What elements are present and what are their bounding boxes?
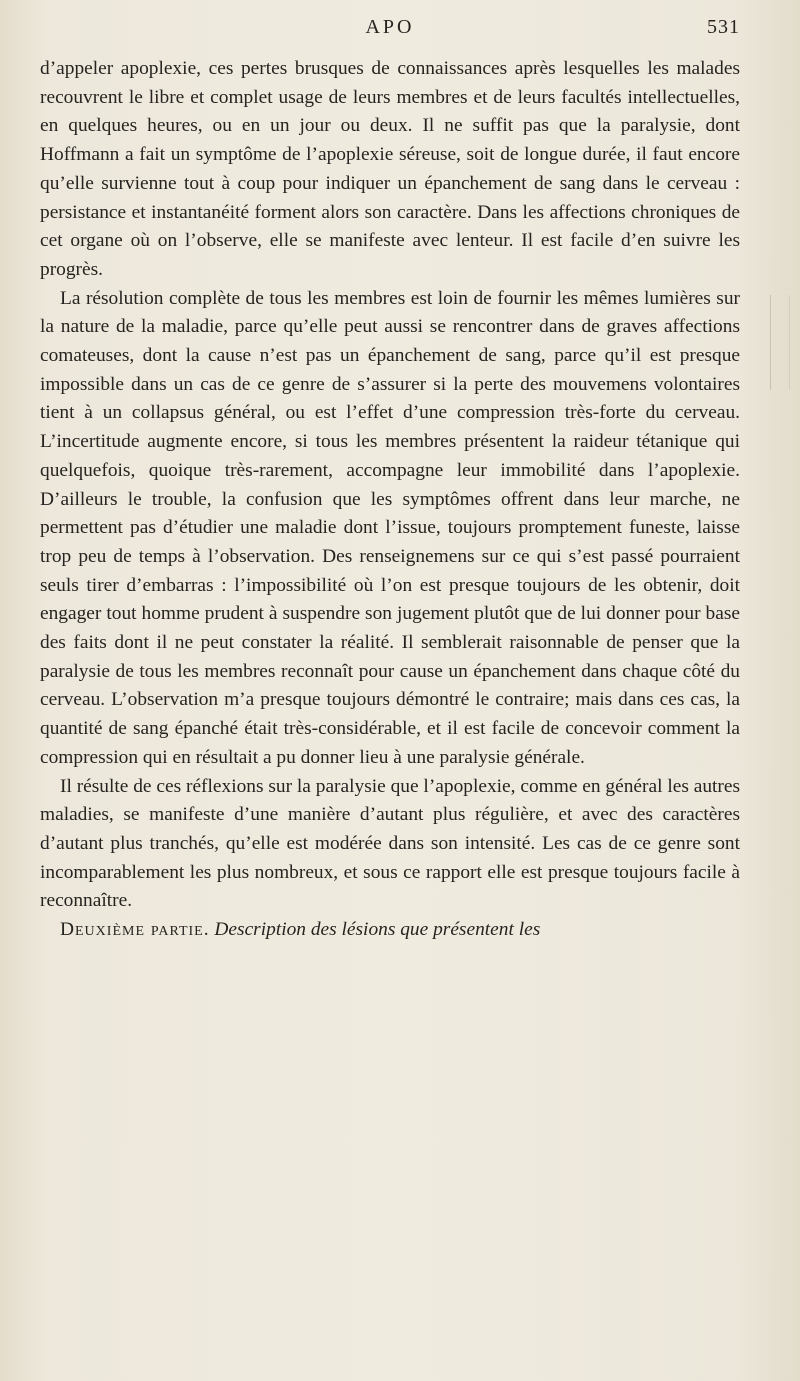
section-heading bbox=[40, 916, 740, 945]
paragraph-1: d’appeler apoplexie, ces pertes brusques de connaissances après lesquelles les malades recouvrent le libre et complet usage de leurs membres et de leurs facultés intellectuelles, en quelques heures, ou en un jour ou deux. Il ne suffit pas que la paralysie, dont Hoffmann a fait un symptôme de l’apoplexie séreuse, soit de longue durée, il faut encore qu’elle survienne tout à coup pour indiquer un épanchement de sang dans le cerveau : persistance et instantanéité forment alors son caractère. Dans les affections chroniques de cet organe où on l’observe, elle se manifeste avec lenteur. Il est facile d’en suivre les progrès. bbox=[40, 58, 740, 280]
page-number: 531 bbox=[707, 16, 740, 38]
body-text bbox=[40, 55, 740, 945]
running-title: APO bbox=[365, 16, 415, 38]
margin-mark bbox=[770, 295, 790, 390]
running-header bbox=[40, 16, 740, 44]
paragraph-2: La résolution complète de tous les membres est loin de fournir les mêmes lumières sur la nature de la maladie, parce qu’elle peut aussi se rencontrer dans de graves affections comateuses, dont la cause n’est pas un épanchement de sang, parce qu’il est presque impossible dans un cas de ce genre de s’assurer si la perte des mouvemens volontaires tient à un collapsus général, ou est l’effet d’une compression très-forte du cerveau. L’incertitude augmente encore, si tous les membres présentent la raideur tétanique qui quelquefois, quoique très-rarement, accompagne leur immobilité dans l’apoplexie. D’ailleurs le trouble, la confusion que les symptômes offrent dans leur marche, ne permettent pas d’étudier une maladie dont l’issue, toujours promptement funeste, laisse trop peu de temps à l’observation. Des renseignemens sur ce qui s’est passé pourraient seuls tirer d’embarras : l’impossibilité où l’on est presque toujours de les obtenir, doit engager tout homme prudent à suspendre son jugement plutôt que de lui donner pour base des faits dont il ne peut constater la réalité. Il semblerait raisonnable de penser que la paralysie de tous les membres reconnaît pour cause un épanchement dans chaque côté du cerveau. L’observation m’a presque toujours démontré le contraire; mais dans ces cas, la quantité de sang épanché était très-considérable, et il est facile de concevoir comment la compression qui en résultait a pu donner lieu à une paralysie générale. bbox=[40, 287, 740, 768]
section-title: Description des lésions que présentent les bbox=[214, 919, 541, 941]
paragraph-3: Il résulte de ces réflexions sur la paralysie que l’apoplexie, comme en général les autres maladies, se manifeste d’une manière d’autant plus régulière, et avec des caractères d’autant plus tranchés, qu’elle est modérée dans son intensité. Les cas de ce genre sont incomparablement les plus nombreux, et sous ce rapport elle est presque toujours facile à reconnaître. bbox=[40, 775, 741, 912]
section-label: Deuxième partie. bbox=[60, 919, 210, 941]
